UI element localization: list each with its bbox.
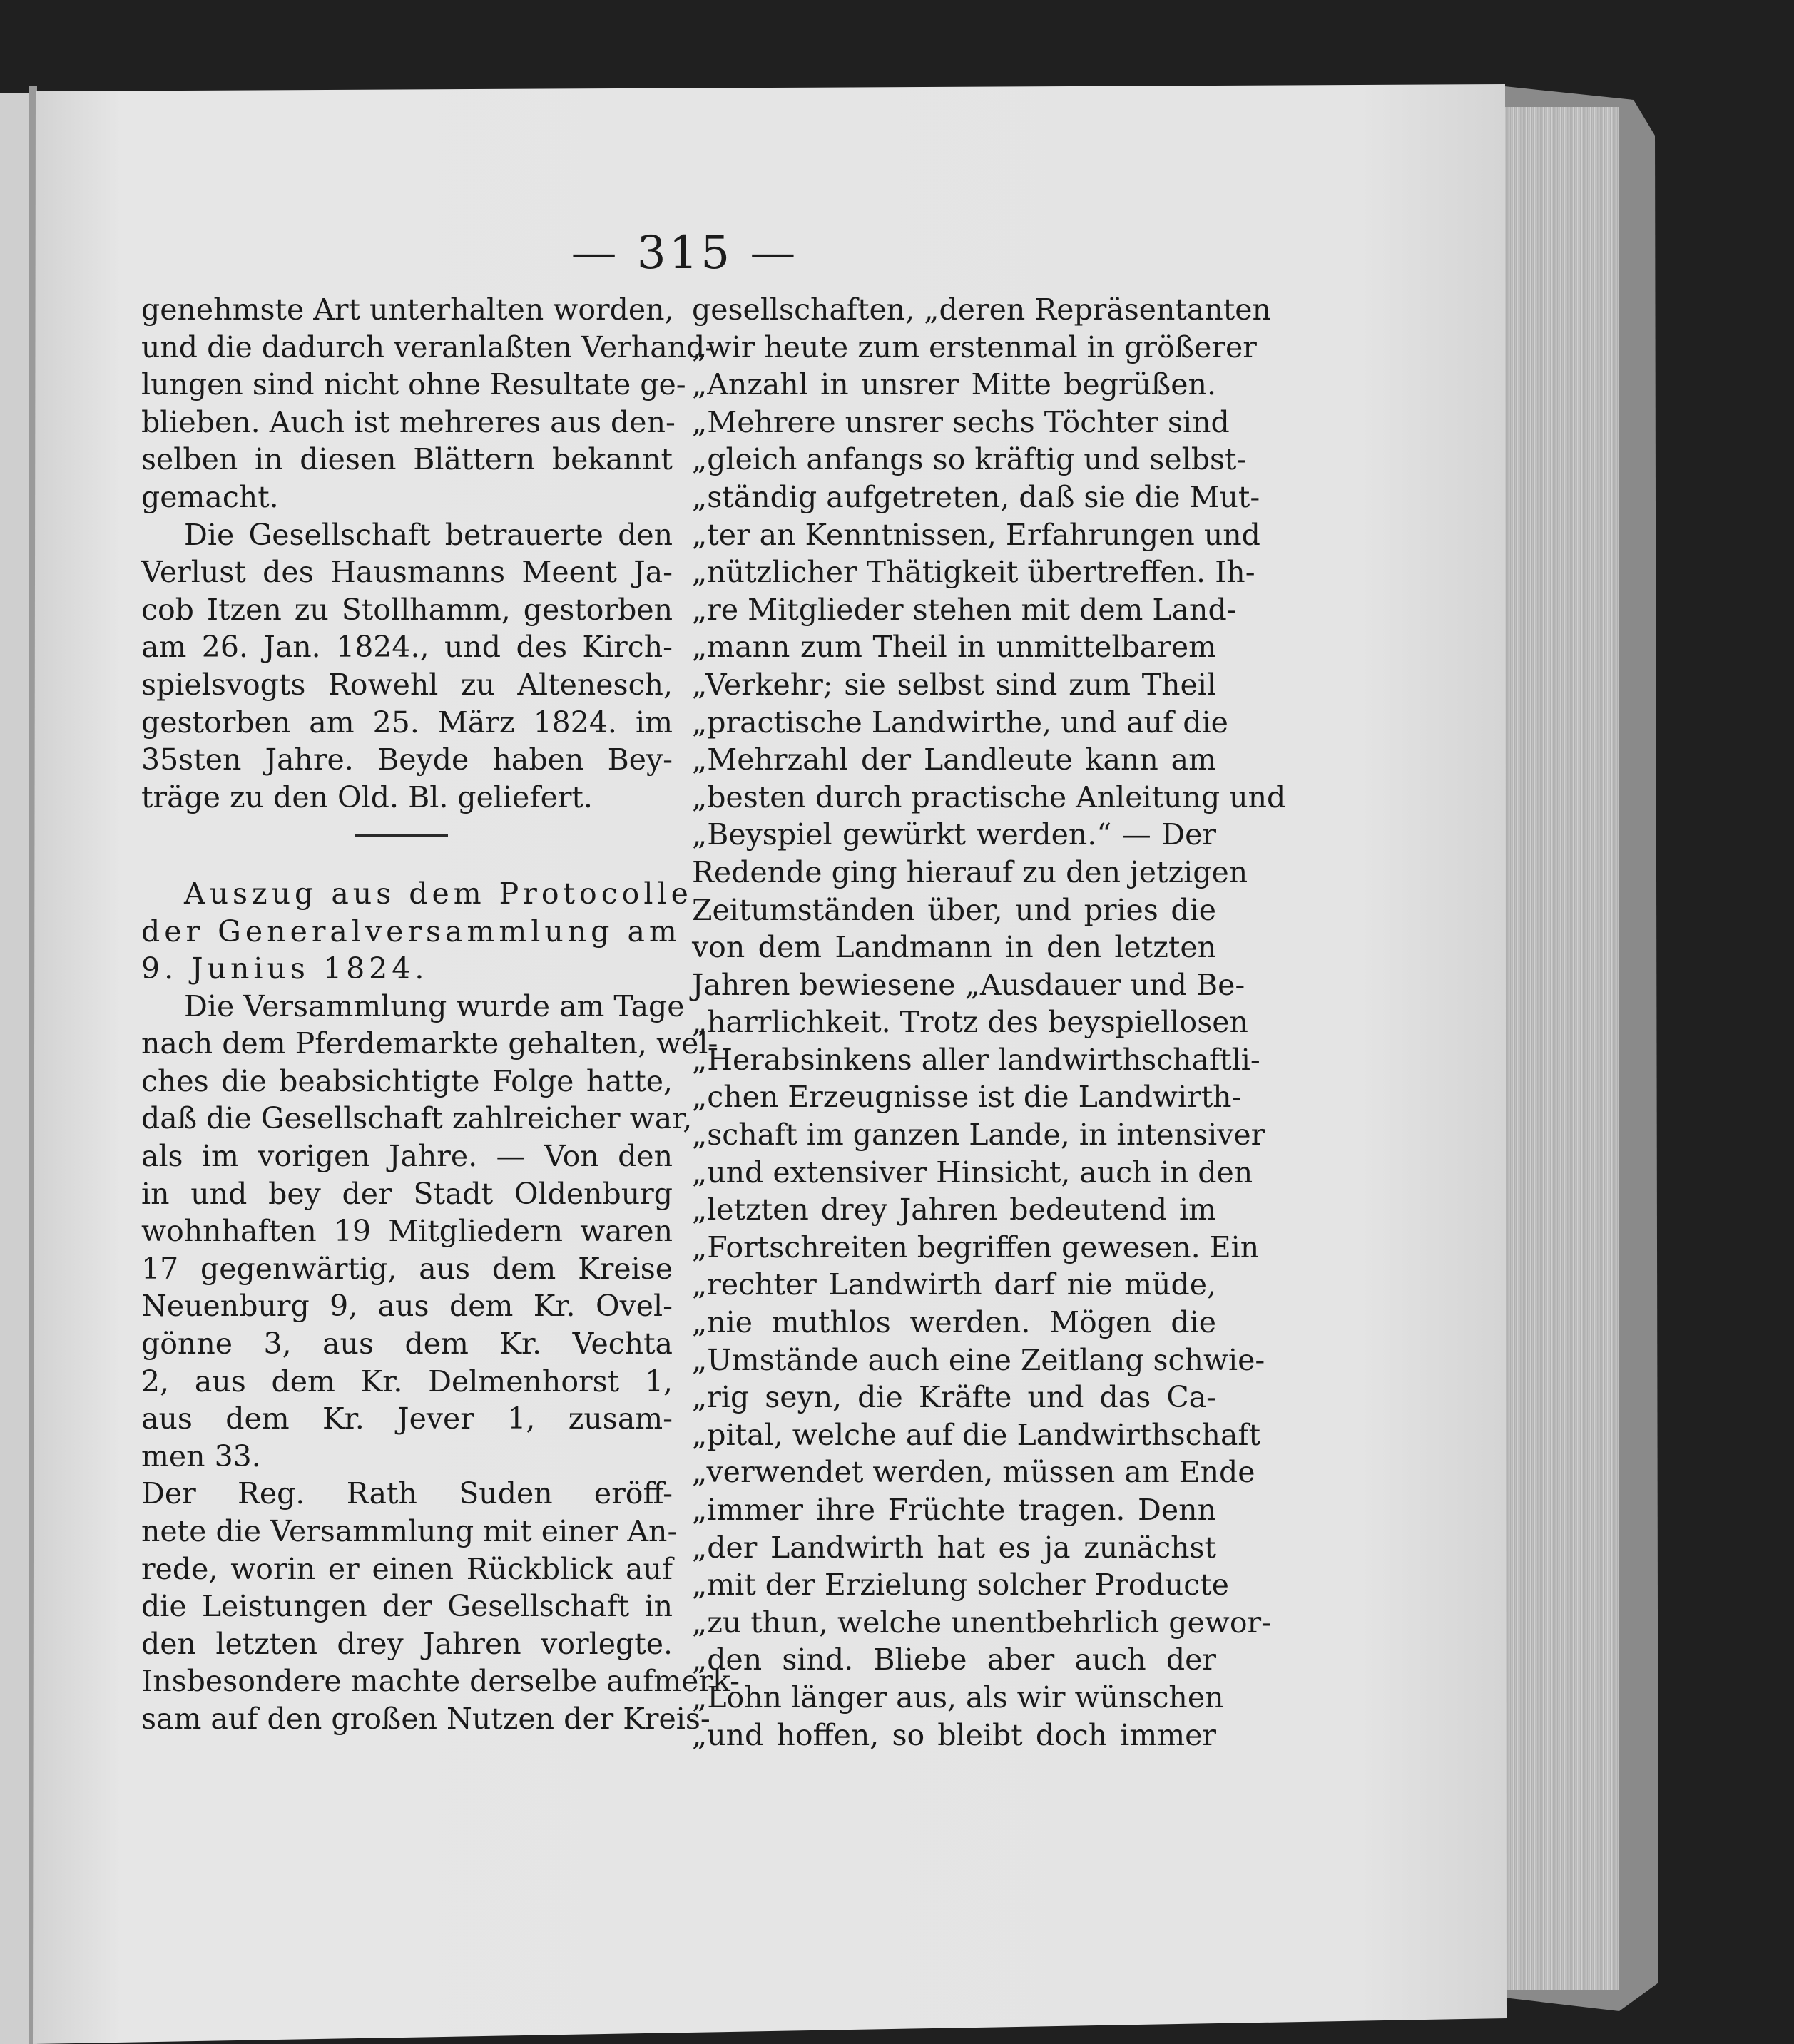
text-line: „den sind. Bliebe aber auch der <box>692 1642 1216 1677</box>
text-line: Die Versammlung wurde am Tage <box>184 988 685 1023</box>
text-line: „Mehrere unsrer sechs Töchter sind <box>692 404 1230 439</box>
text-line: men 33. <box>141 1439 261 1473</box>
text-line: „ter an Kenntnissen, Erfahrungen und <box>692 517 1260 552</box>
text-line: 9. Junius 1824. <box>141 951 429 986</box>
text-line: „Herabsinkens aller landwirthschaftli- <box>692 1042 1260 1077</box>
text-line: „re Mitglieder stehen mit dem Land- <box>692 592 1237 627</box>
text-line: „rechter Landwirth darf nie müde, <box>692 1267 1216 1302</box>
text-line: „nützlicher Thätigkeit übertreffen. Ih- <box>692 555 1255 590</box>
text-line: lungen sind nicht ohne Resultate ge- <box>141 367 686 402</box>
text-line: „zu thun, welche unentbehrlich gewor- <box>692 1605 1272 1640</box>
text-line: 17 gegenwärtig, aus dem Kreise <box>141 1251 673 1286</box>
text-line: der Generalversammlung am <box>141 914 681 949</box>
text-line: Die Gesellschaft betrauerte den <box>184 517 673 552</box>
text-line: „pital, welche auf die Landwirthschaft <box>692 1417 1261 1452</box>
text-line: als im vorigen Jahre. — Von den <box>141 1139 673 1174</box>
text-line: wohnhaften 19 Mitgliedern waren <box>141 1214 673 1249</box>
page-edges <box>1491 107 1619 1990</box>
text-line: cob Itzen zu Stollhamm, gestorben <box>141 592 673 627</box>
right-text-column <box>692 291 1286 1754</box>
text-line: „Beyspiel gewürkt werden.“ — Der <box>692 817 1216 852</box>
text-line: „und hoffen, so bleibt doch immer <box>692 1717 1216 1752</box>
text-line: Neuenburg 9, aus dem Kr. Ovel- <box>141 1289 673 1324</box>
text-line: sam auf den großen Nutzen der Kreis- <box>141 1701 710 1736</box>
text-line: gönne 3, aus dem Kr. Vechta <box>141 1327 673 1361</box>
text-line: „Lohn länger aus, als wir wünschen <box>692 1680 1224 1715</box>
text-line: „wir heute zum erstenmal in größerer <box>692 329 1257 364</box>
text-line: aus dem Kr. Jever 1, zusam- <box>141 1401 673 1436</box>
text-line: nete die Versammlung mit einer An- <box>141 1514 678 1548</box>
text-line: „harrlichkeit. Trotz des beyspiellosen <box>692 1005 1248 1040</box>
text-line: „Fortschreiten begriffen gewesen. Ein <box>692 1230 1260 1264</box>
text-line: „gleich anfangs so kräftig und selbst- <box>692 442 1247 477</box>
section-divider <box>141 816 673 854</box>
text-line: „und extensiver Hinsicht, auch in den <box>692 1155 1253 1190</box>
text-line: Redende ging hierauf zu den jetzigen <box>692 854 1248 889</box>
text-line: träge zu den Old. Bl. geliefert. <box>141 780 593 814</box>
text-line: spielsvogts Rowehl zu Altenesch, <box>141 667 673 702</box>
text-line: „Anzahl in unsrer Mitte begrüßen. <box>692 367 1216 402</box>
text-line: von dem Landmann in den letzten <box>692 930 1216 965</box>
text-line: in und bey der Stadt Oldenburg <box>141 1176 673 1211</box>
text-line: „ständig aufgetreten, daß sie die Mut- <box>692 479 1260 514</box>
text-line: „verwendet werden, müssen am Ende <box>692 1455 1255 1490</box>
text-line: „Umstände auch eine Zeitlang schwie- <box>692 1342 1265 1377</box>
text-line: gestorben am 25. März 1824. im <box>141 705 673 740</box>
text-line: „rig seyn, die Kräfte und das Ca- <box>692 1380 1216 1415</box>
text-line: Jahren bewiesene „Ausdauer und Be- <box>692 967 1245 1002</box>
text-line: „der Landwirth hat es ja zunächst <box>692 1530 1216 1565</box>
page-number: — 315 — <box>571 227 799 280</box>
text-line: 35sten Jahre. Beyde haben Bey- <box>141 742 673 777</box>
text-line: „nie muthlos werden. Mögen die <box>692 1305 1216 1340</box>
text-line: blieben. Auch ist mehreres aus den- <box>141 404 676 439</box>
text-line: ches die beabsichtigte Folge hatte, <box>141 1063 673 1098</box>
text-line: „schaft im ganzen Lande, in intensiver <box>692 1118 1265 1153</box>
text-line: Verlust des Hausmanns Meent Ja- <box>141 555 673 590</box>
text-line: und die dadurch veranlaßten Verhand- <box>141 329 715 364</box>
text-line: daß die Gesellschaft zahlreicher war, <box>141 1101 693 1136</box>
text-line: den letzten drey Jahren vorlegte. <box>141 1626 673 1661</box>
section-gap <box>141 854 673 875</box>
text-line: die Leistungen der Gesellschaft in <box>141 1589 673 1624</box>
text-line: genehmste Art unterhalten worden, <box>141 292 674 327</box>
text-line: 2, aus dem Kr. Delmenhorst 1, <box>141 1364 673 1399</box>
text-line: gesellschaften, „deren Repräsentanten <box>692 292 1271 327</box>
text-line: Zeitumständen über, und pries die <box>692 892 1216 927</box>
text-line: „mann zum Theil in unmittelbarem <box>692 630 1216 665</box>
text-line: „besten durch practische Anleitung und <box>692 780 1286 814</box>
left-text-column <box>141 291 740 1738</box>
text-line: Auszug aus dem Protocolle <box>184 876 693 911</box>
text-line: „chen Erzeugnisse ist die Landwirth- <box>692 1080 1242 1115</box>
text-line: Der Reg. Rath Suden eröff- <box>141 1476 673 1511</box>
text-line: Insbesondere machte derselbe aufmerk- <box>141 1664 740 1699</box>
text-line: „letzten drey Jahren bedeutend im <box>692 1192 1216 1227</box>
text-line: „Verkehr; sie selbst sind zum Theil <box>692 667 1216 702</box>
text-line: „practische Landwirthe, und auf die <box>692 705 1228 740</box>
text-line: am 26. Jan. 1824., und des Kirch- <box>141 630 673 665</box>
left-page-sliver <box>0 93 31 2044</box>
text-line: rede, worin er einen Rückblick auf <box>141 1551 673 1586</box>
text-line: „Mehrzahl der Landleute kann am <box>692 742 1216 777</box>
text-line: nach dem Pferdemarkte gehalten, wel- <box>141 1026 718 1061</box>
text-line: „mit der Erzielung solcher Producte <box>692 1568 1229 1603</box>
text-line: selben in diesen Blättern bekannt <box>141 442 673 477</box>
text-line: gemacht. <box>141 479 279 514</box>
text-line: „immer ihre Früchte tragen. Denn <box>692 1493 1216 1527</box>
